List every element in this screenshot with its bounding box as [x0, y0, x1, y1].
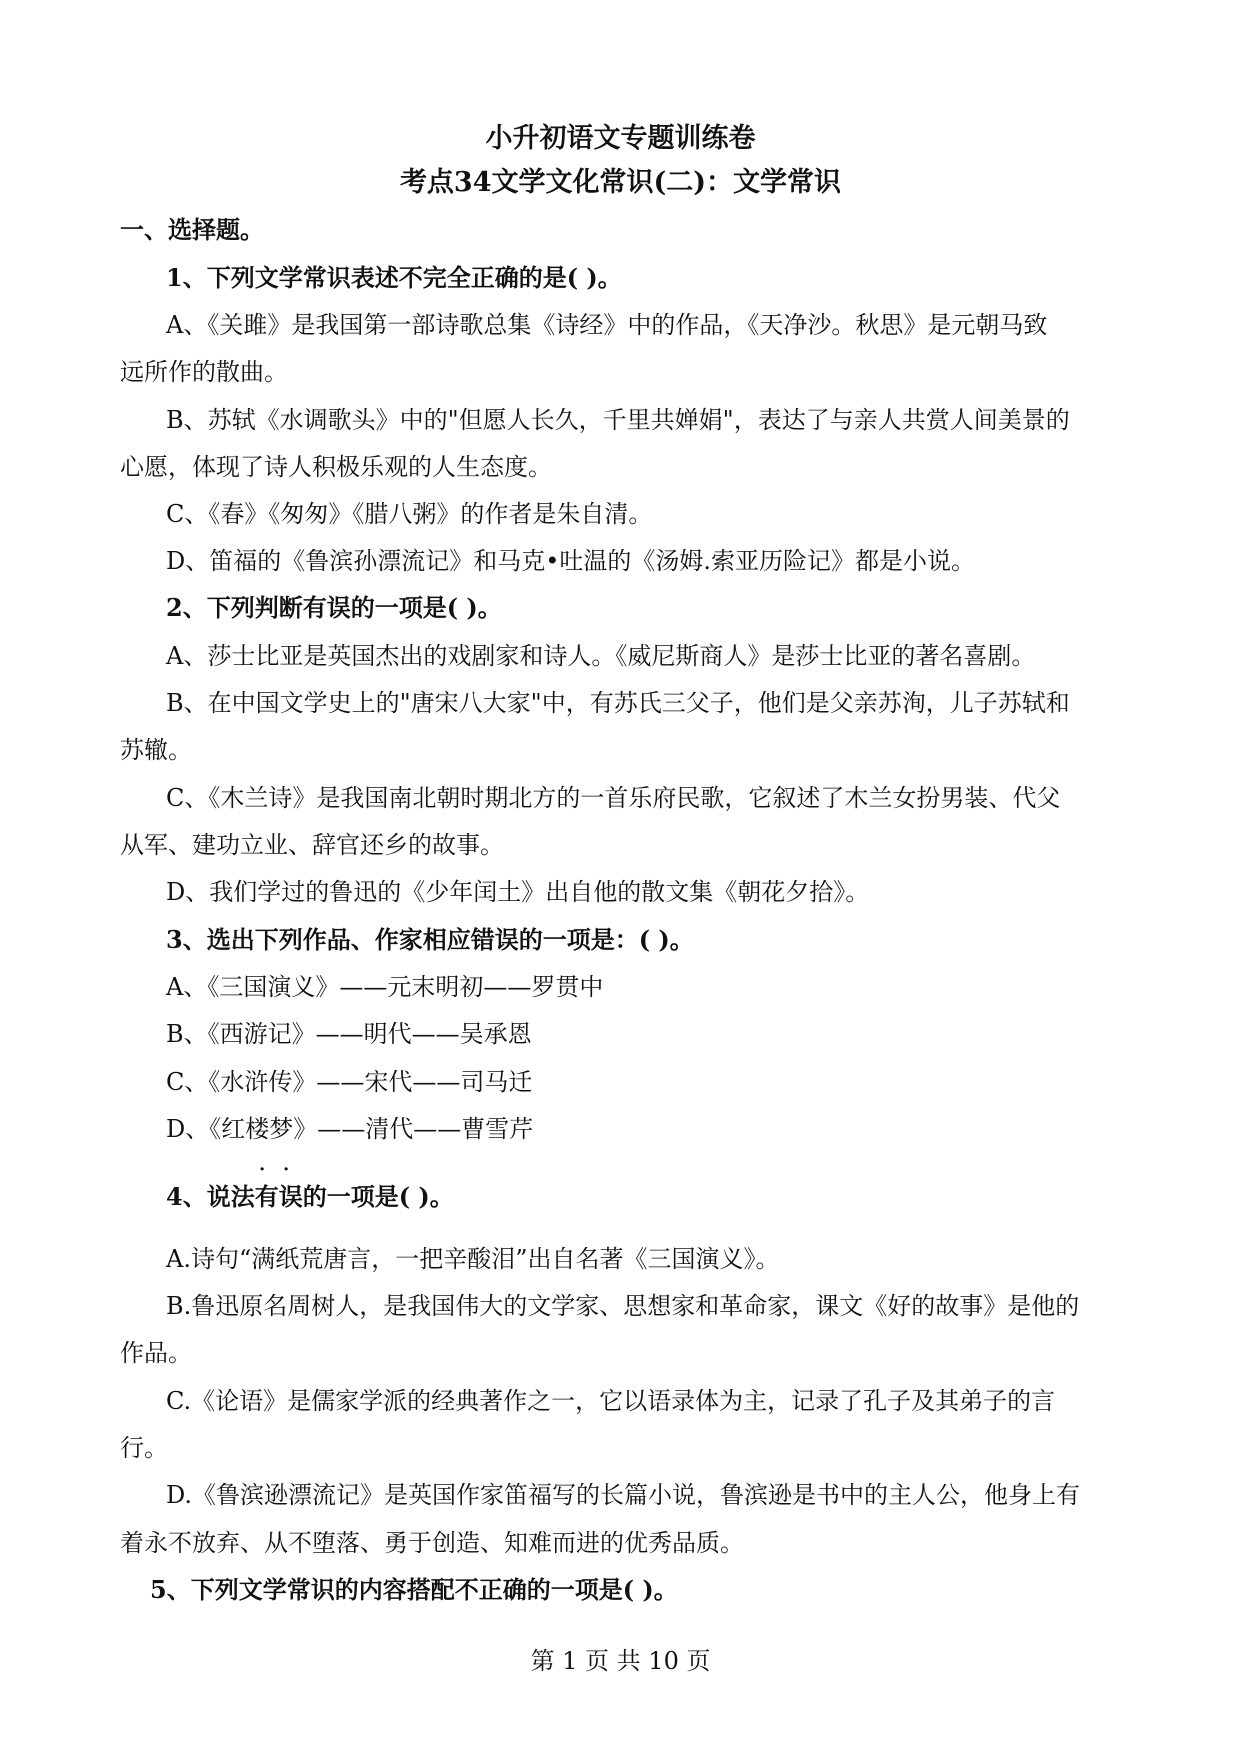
question-4-option-line: 作品。: [120, 1339, 192, 1367]
question-3-option-line: C、《水浒传》——宋代——司马迁: [166, 1068, 533, 1096]
question-3-stem: 3、选出下列作品、作家相应错误的一项是：( )。: [166, 925, 694, 954]
question-2-option-line: D、我们学过的鲁迅的《少年闰土》出自他的散文集《朝花夕拾》。: [166, 878, 870, 906]
question-2-option-line: C、《木兰诗》是我国南北朝时期北方的一首乐府民歌，它叙述了木兰女扮男装、代父: [166, 784, 1061, 812]
page-footer: 第 1 页 共 10 页: [530, 1647, 711, 1675]
question-1-option-line: C、《春》《匆匆》《腊八粥》的作者是朱自清。: [166, 500, 653, 528]
question-1-option-line: 远所作的散曲。: [120, 358, 288, 386]
question-1-option-line: D、笛福的《鲁滨孙漂流记》和马克•吐温的《汤姆.索亚历险记》都是小说。: [166, 547, 976, 575]
question-3-option-line: A、《三国演义》——元末明初——罗贯中: [166, 973, 604, 1001]
question-2-stem: 2、下列判断有误的一项是( )。: [166, 593, 502, 622]
question-4-option-line: A.诗句“满纸荒唐言，一把辛酸泪”出自名著《三国演义》。: [166, 1245, 780, 1273]
question-4-option-line: C.《论语》是儒家学派的经典著作之一，它以语录体为主，记录了孔子及其弟子的言: [166, 1387, 1056, 1415]
emphasis-dot: ·: [259, 1159, 266, 1180]
question-2-option-line: A、莎士比亚是英国杰出的戏剧家和诗人。《威尼斯商人》是莎士比亚的著名喜剧。: [166, 642, 1036, 670]
question-3-option-line: B、《西游记》——明代——吴承恩: [166, 1020, 532, 1048]
question-4-option-line: D.《鲁滨逊漂流记》是英国作家笛福写的长篇小说，鲁滨逊是书中的主人公，他身上有: [166, 1481, 1081, 1509]
question-1-option-line: A、《关雎》是我国第一部诗歌总集《诗经》中的作品，《天净沙。秋思》是元朝马致: [166, 311, 1048, 339]
emphasis-dot: ·: [283, 1159, 290, 1180]
question-2-option-line: B、在中国文学史上的"唐宋八大家"中，有苏氏三父子，他们是父亲苏洵，儿子苏轼和: [166, 689, 1070, 717]
question-4-option-line: 着永不放弃、从不堕落、勇于创造、知难而进的优秀品质。: [120, 1529, 744, 1557]
question-2-option-line: 苏辙。: [120, 736, 192, 764]
question-3-option-line: D、《红楼梦》——清代——曹雪芹: [166, 1115, 534, 1143]
document-title: 小升初语文专题训练卷: [485, 123, 756, 154]
question-4-option-line: 行。: [120, 1434, 168, 1462]
document-subtitle: 考点34文学文化常识(二)：文学常识: [399, 167, 842, 198]
question-2-option-line: 从军、建功立业、辞官还乡的故事。: [120, 831, 504, 859]
question-4-stem: 4、说法有误的一项是( )。: [166, 1182, 454, 1211]
question-5-stem: 5、下列文学常识的内容搭配不正确的一项是( )。: [150, 1575, 678, 1604]
section-heading: 一、选择题。: [120, 215, 264, 244]
question-1-option-line: 心愿，体现了诗人积极乐观的人生态度。: [120, 453, 552, 481]
question-4-option-line: B.鲁迅原名周树人，是我国伟大的文学家、思想家和革命家，课文《好的故事》是他的: [166, 1292, 1080, 1320]
question-1-stem: 1、下列文学常识表述不完全正确的是( )。: [166, 263, 622, 292]
question-1-option-line: B、苏轼《水调歌头》中的"但愿人长久，千里共婵娟"，表达了与亲人共赏人间美景的: [166, 406, 1070, 434]
